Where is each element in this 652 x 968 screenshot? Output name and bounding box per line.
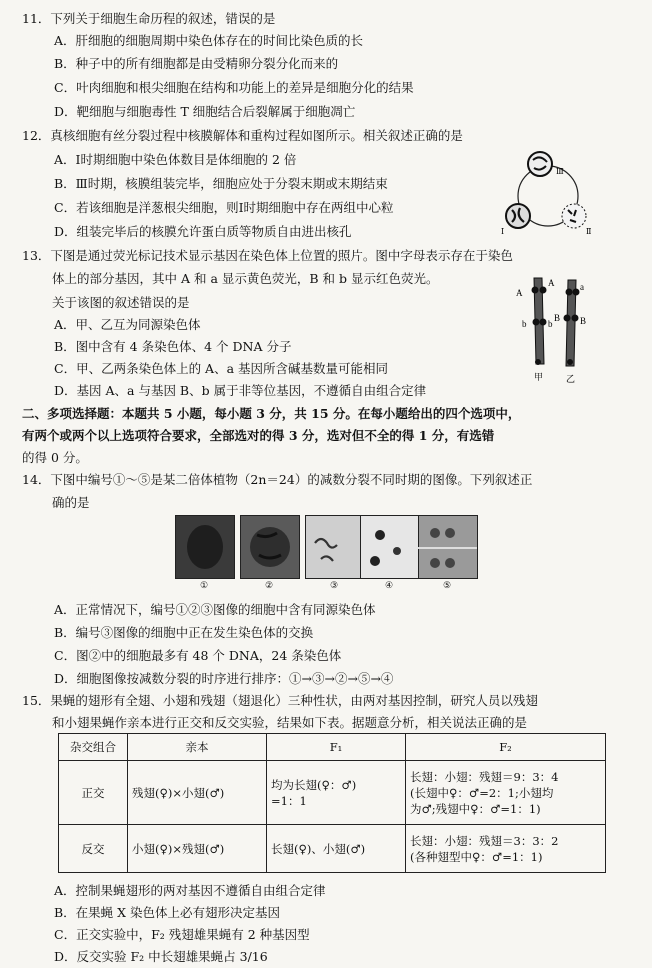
nuclear-envelope-cycle-figure <box>498 148 598 238</box>
q13-stem-line1: 13．下图是通过荧光标记技术显示基因在染色体上位置的照片。图中字母表示存在于染色 <box>22 248 513 263</box>
gene-label-b-right: b <box>548 319 553 329</box>
q13-stem-line2: 体上的部分基因，其中 A 和 a 显示黄色荧光，B 和 b 显示红色荧光。 <box>52 271 439 286</box>
gene-label-B-left: B <box>554 313 561 323</box>
table-row <box>59 825 606 873</box>
q11-stem: 11．下列关于细胞生命历程的叙述，错误的是 <box>22 11 276 26</box>
chromosome-label-yi: 乙 <box>566 375 576 385</box>
cell-stage-ii <box>562 204 586 228</box>
gene-label-A-left: A <box>516 288 523 298</box>
cell-stage-iii <box>528 152 552 176</box>
table-header-row <box>59 734 606 761</box>
q15-option-a: A．控制果蝇翅形的两对基因不遵循自由组合定律 <box>54 883 326 898</box>
micrograph-details <box>175 515 477 579</box>
gene-label-b-left: b <box>522 319 527 329</box>
cell-cross: 正交 <box>59 761 128 825</box>
q12-stem: 12．真核细胞有丝分裂过程中核膜解体和重构过程如图所示。相关叙述正确的是 <box>22 128 463 143</box>
table-row <box>59 761 606 825</box>
cell-parents: 小翅(♀)×残翅(♂) <box>128 825 267 873</box>
q14-option-b: B．编号③图像的细胞中正在发生染色体的交换 <box>54 625 314 640</box>
fluorescent-chromosome-figure <box>508 272 604 390</box>
chromosome-label-jia: 甲 <box>534 373 544 383</box>
cross-results-table <box>58 733 606 873</box>
header-f2: F₂ <box>406 734 606 761</box>
q11-option-b: B．种子中的所有细胞都是由受精卵分裂分化而来的 <box>54 56 339 71</box>
label-ii: Ⅱ <box>586 227 592 236</box>
section2-line3: 的得 0 分。 <box>22 450 88 465</box>
q13-option-d: D．基因 A、a 与基因 B、b 属于非等位基因，不遵循自由组合定律 <box>54 383 427 398</box>
f1-line1: 均为长翅(♀：♂) <box>271 777 357 792</box>
label-i: Ⅰ <box>501 227 505 236</box>
q14-option-c: C．图②中的细胞最多有 48 个 DNA，24 条染色体 <box>54 648 342 663</box>
cell-cross: 反交 <box>59 825 128 873</box>
q11-option-d: D．靶细胞与细胞毒性 T 细胞结合后裂解属于细胞凋亡 <box>54 104 356 119</box>
q12-option-d: D．组装完毕后的核膜允许蛋白质等物质自由进出核孔 <box>54 224 352 239</box>
f2-line2: (各种翅型中♀：♂=1：1) <box>410 849 543 864</box>
micrograph-label-2: ② <box>265 581 274 591</box>
q13-option-b: B．图中含有 4 条染色体、4 个 DNA 分子 <box>54 339 292 354</box>
q15-stem-line2: 和小翅果蝇作亲本进行正交和反交实验，结果如下表。据题意分析，相关说法正确的是 <box>52 715 528 730</box>
q12-option-b: B．Ⅲ时期，核膜组装完毕，细胞应处于分裂末期或末期结束 <box>54 176 388 191</box>
cell-f2 <box>406 761 606 825</box>
f2-line3: 为♂;残翅中♀：♂=1：1) <box>410 801 541 816</box>
q12-option-c: C．若该细胞是洋葱根尖细胞，则Ⅰ时期细胞中存在两组中心粒 <box>54 200 394 215</box>
micrograph-label-1: ① <box>200 581 209 591</box>
cell-parents: 残翅(♀)×小翅(♂) <box>128 761 267 825</box>
f2-line1: 长翅：小翅：残翅＝9：3：4 <box>410 769 559 784</box>
f2-line1: 长翅：小翅：残翅＝3：3：2 <box>410 833 559 848</box>
q14-option-a: A．正常情况下，编号①②③图像的细胞中含有同源染色体 <box>54 602 376 617</box>
q12-option-a: A．Ⅰ时期细胞中染色体数目是体细胞的 2 倍 <box>54 152 297 167</box>
q15-option-d: D．反交实验 F₂ 中长翅雄果蝇占 3/16 <box>54 949 268 964</box>
q15-stem-line1: 15．果蝇的翅形有全翅、小翅和残翅（翅退化）三种性状，由两对基因控制，研究人员以残翅 <box>22 693 538 708</box>
f1-line2: =1：1 <box>271 793 307 808</box>
q14-option-d: D．细胞图像按减数分裂的时序进行排序：①→③→②→⑤→④ <box>54 671 394 686</box>
cell-f2 <box>406 825 606 873</box>
q15-option-c: C．正交实验中，F₂ 残翅雄果蝇有 2 种基因型 <box>54 927 310 942</box>
micrograph-label-4: ④ <box>385 581 394 591</box>
q13-stem-line3: 关于该图的叙述错误的是 <box>52 295 190 310</box>
cell-f1 <box>267 761 406 825</box>
f2-line2: (长翅中♀：♂=2：1;小翅均 <box>410 785 554 800</box>
q15-option-b: B．在果蝇 X 染色体上必有翅形决定基因 <box>54 905 281 920</box>
header-f1: F₁ <box>267 734 406 761</box>
header-cross: 杂交组合 <box>59 734 128 761</box>
q11-option-a: A．肝细胞的细胞周期中染色体存在的时间比染色质的长 <box>54 33 364 48</box>
cell-stage-i <box>506 204 530 228</box>
section2-line1: 二、多项选择题：本题共 5 小题，每小题 3 分，共 15 分。在每小题给出的四个选项中， <box>22 406 521 421</box>
gene-label-A-right: A <box>548 278 555 288</box>
section2-line2: 有两个或两个以上选项符合要求，全部选对的得 3 分，选对但不全的得 1 分，有选错 <box>22 428 495 443</box>
header-parents: 亲本 <box>128 734 267 761</box>
q14-stem-line2: 确的是 <box>52 495 90 510</box>
gene-label-B-right: B <box>580 316 587 326</box>
cell-f1: 长翅(♀)、小翅(♂) <box>267 825 406 873</box>
q13-option-c: C．甲、乙两条染色体上的 A、a 基因所含碱基数量可能相同 <box>54 361 388 376</box>
micrograph-label-5: ⑤ <box>443 581 452 591</box>
q14-stem-line1: 14．下图中编号①～⑤是某二倍体植物（2n＝24）的减数分裂不同时期的图像。下列叙述正 <box>22 472 533 487</box>
micrograph-label-3: ③ <box>330 581 339 591</box>
q13-option-a: A．甲、乙互为同源染色体 <box>54 317 201 332</box>
gene-label-a: a <box>580 282 584 292</box>
q11-option-c: C．叶肉细胞和根尖细胞在结构和功能上的差异是细胞分化的结果 <box>54 80 414 95</box>
label-iii: Ⅲ <box>556 167 564 176</box>
